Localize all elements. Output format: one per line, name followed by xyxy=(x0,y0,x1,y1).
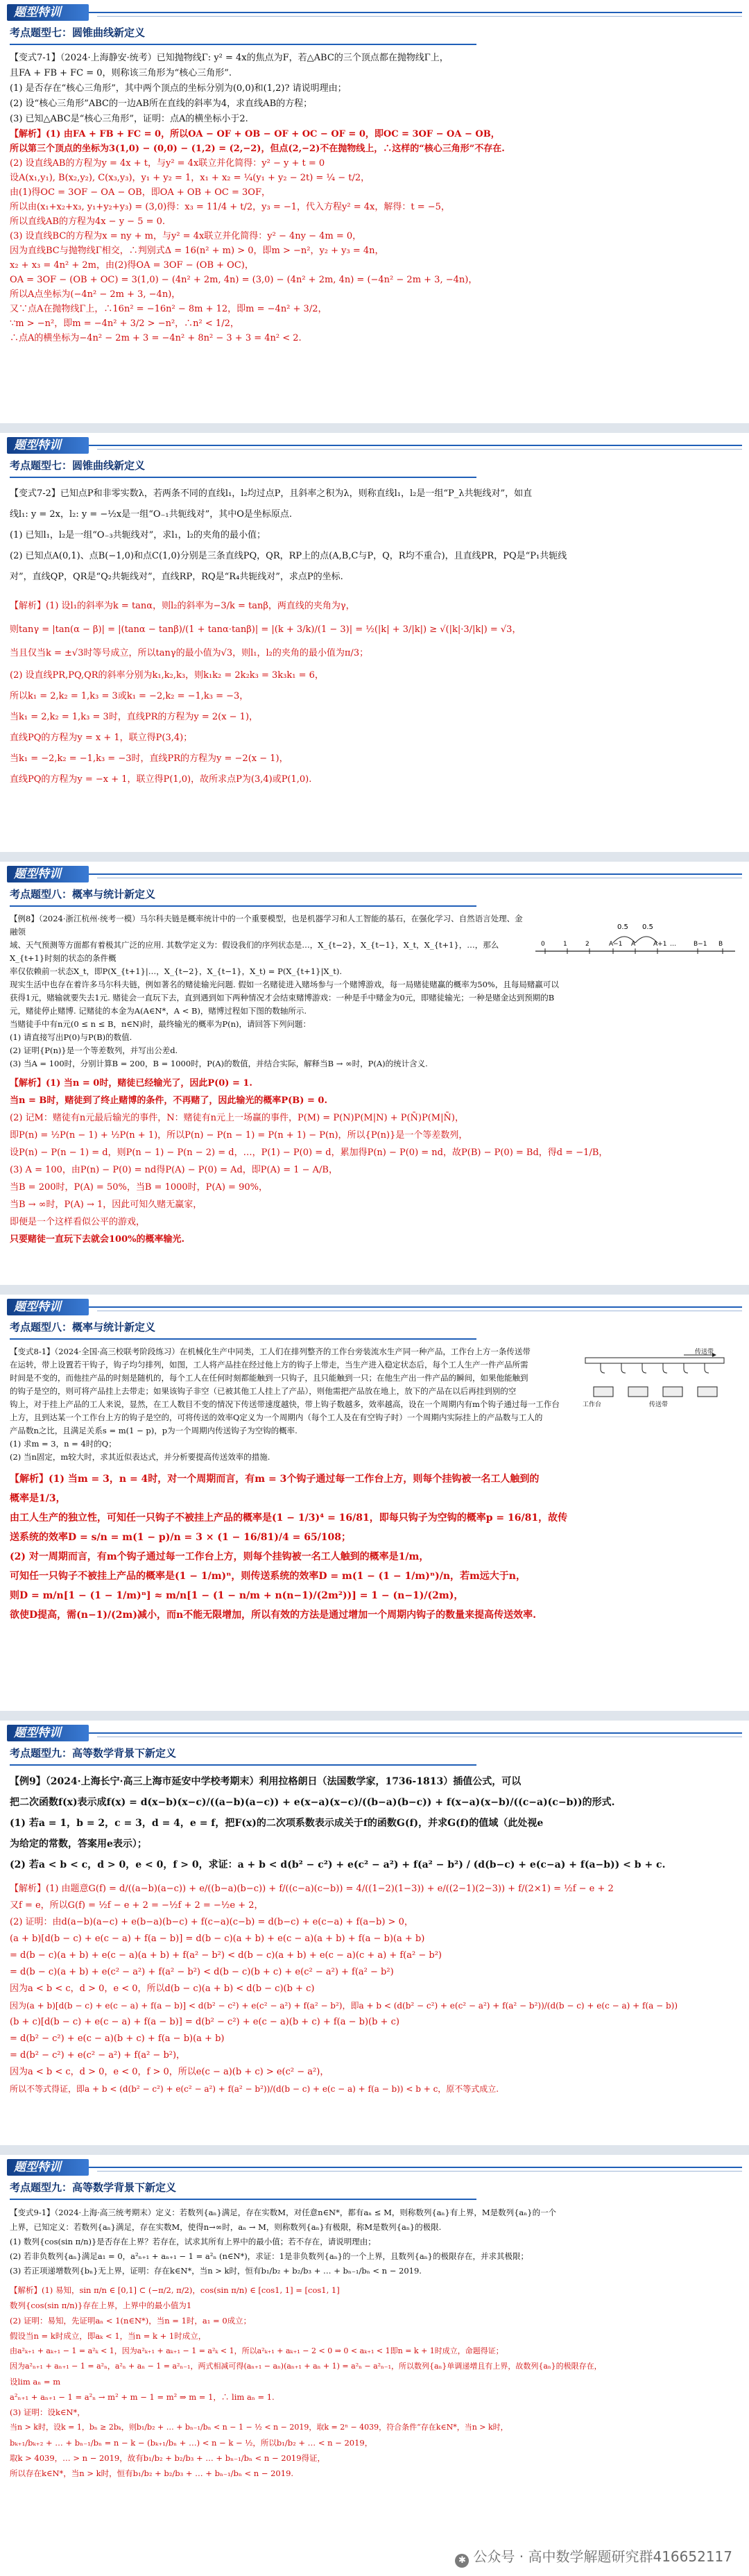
solution-line: ∴点A的横坐标为−4n² − 2m + 3 = −4n² + 8n² − 3 + 3 = 4n² < 2. xyxy=(10,333,302,343)
topic-heading: 考点题型八：概率与统计新定义 xyxy=(10,1321,156,1333)
axis-tick-label: B−1 xyxy=(694,941,707,948)
axis-tick-label: A−1 xyxy=(609,941,623,948)
banner-rule xyxy=(89,445,742,446)
axis-prob-label: 0.5 xyxy=(642,923,653,931)
solution-line: 直线PQ的方程为y = x + 1，联立得P(3,4)； xyxy=(10,733,193,743)
solution-line: 送系统的效率D = s/n = m(1 − p)/n = 3 × (1 − 16/81)/4 = 65/108； xyxy=(10,1532,352,1543)
solution-line: 则D = m/n[1 − (1 − 1/m)ⁿ] ≈ m/n[1 − (1 − n/m + n(n−1)/(2m²))] = 1 − (n−1)/(2m)， xyxy=(10,1590,464,1601)
solution-line: 当k₁ = 2,k₂ = 1,k₃ = 3时，直线PR的方程为y = 2(x − 1)， xyxy=(10,712,259,722)
solution-line: (2) 证明：由d(a−b)(a−c) + e(b−a)(b−c) + f(c−a)(c−b) = d(b−c) + e(c−a) + f(a−b) > 0， xyxy=(10,1917,413,1927)
axis-tick-label: A xyxy=(631,941,636,948)
solution-block xyxy=(10,1881,739,2097)
solution-line: 又∵点A在抛物线Γ上，∴16n² = −16n² − 8m + 12，即m = −4n² + 3/2， xyxy=(10,304,327,314)
question-line: 现实生活中也存在着许多马尔科夫链，例如著名的赌徒输光问题. 假如一名赌徒进入赌场参与一个赌博游戏，每一局赌徒赌赢的概率为50%，且每局赌赢可以 xyxy=(10,980,559,989)
watermark xyxy=(448,2543,739,2570)
solution-line: 欲使D提高，需(n−1)/(2m)减小，而n不能无限增加，所以有效的方法是通过增加一个周期内钩子的数量来提高传送效率. xyxy=(10,1610,537,1621)
section-card-1 xyxy=(0,0,749,423)
solution-line: (2) 证明：易知，先证明aₙ < 1(n∈N*)，当n = 1时，a₁ = 0成立； xyxy=(10,2316,252,2326)
solution-line: 所以第三个顶点的坐标为3(1,0) − (0,0) − (1,2) = (2,−2)，但点(2,−2)不在抛物线上，∴这样的“核心三角形”不存在. xyxy=(10,144,505,154)
question-line: (1) 数列{cos(sin π/n)}是否存在上界？若存在，试求其所有上界中的最小值；若不存在，请说明理由； xyxy=(10,2237,376,2246)
question-line: 的钩子是空的，则可将产品挂上去带走；如果该钩子非空（已被其他工人挂上了产品），则他需把产品放在地上，放下的产品在以后再挂到别的空 xyxy=(10,1386,517,1396)
question-line: 元，赌徒停止赌博. 记赌徒的本金为A(A∈N*，A < B)，赌博过程如下图的数轴所示. xyxy=(10,1006,307,1016)
banner xyxy=(0,0,749,24)
banner xyxy=(0,433,749,457)
axis-tick-label: 0 xyxy=(541,941,545,948)
solution-line: 直线PQ的方程为y = −x + 1，联立得P(1,0)，故所求点P为(3,4)或P(1,0). xyxy=(10,774,312,785)
solution-line: 当k₁ = −2,k₂ = −1,k₃ = −3时，直线PR的方程为y = −2(x − 1)， xyxy=(10,753,289,764)
banner-rule xyxy=(89,873,742,875)
question-line: (1) 已知l₁，l₂是一组“O₋₃共轭线对”，求l₁，l₂的夹角的最小值； xyxy=(10,530,266,540)
question-block xyxy=(10,484,739,588)
question-line: 且FA + FB + FC = 0，则称该三角形为“核心三角形”. xyxy=(10,68,232,78)
question-line: 【变式9-1】（2024·上海·高三统考期末）定义：若数列{aₙ}满足，存在实数M，对任意n∈N*，都有aₙ ≤ M，则称数列{aₙ}有上界，M是数列{aₙ}的一个 xyxy=(10,2208,557,2217)
question-line: 【变式7-1】（2024·上海静安·统考）已知抛物线Γ: y² = 4x的焦点为F，若△ABC的三个顶点都在抛物线Γ上， xyxy=(10,53,449,63)
question-line: 【变式7-2】已知点P和非零实数λ，若两条不同的直线l₁，l₂均过点P，且斜率之积为λ，则称直线l₁，l₂是一组“P_λ共轭线对”，如直 xyxy=(10,488,533,499)
axis-prob-label: 0.5 xyxy=(617,923,628,931)
solution-line: 设A(x₁,y₁), B(x₂,y₂), C(x₃,y₃)，y₁ + y₂ = 1，x₁ + x₂ = ¼(y₁ + y₂ − 2t) = ¼ − t/2， xyxy=(10,173,370,183)
solution-line: 由工人生产的独立性，可知任一只钩子不被挂上产品的概率是(1 − 1/3)⁴ = 16/81，即每只钩子为空钩的概率p = 16/81，故传 xyxy=(10,1512,568,1524)
question-line: 【例9】（2024·上海长宁·高三上海市延安中学校考期末）利用拉格朗日（法国数学家，1736-1813）插值公式，可以 xyxy=(10,1776,522,1787)
banner xyxy=(0,862,749,885)
banner-rule xyxy=(89,2167,742,2168)
solution-line: 由a²ₖ₊₁ + aₖ₊₁ − 1 = a²ₖ < 1，因为a²ₖ₊₁ + aₖ₊₁ − 1 = a²ₖ < 1，所以a²ₖ₊₁ + aₖ₊₁ − 2 < 0 ⇒ 0 < aₖ₊₁ < 1即n = k + 1时成立，命题得证； xyxy=(10,2346,503,2355)
solution-block xyxy=(10,1469,739,1625)
solution-line: 即P(n) = ½P(n − 1) + ½P(n + 1)，所以P(n) − P(n − 1) = P(n + 1) − P(n)，所以{P(n)}是一个等差数列， xyxy=(10,1130,468,1141)
question-line: 线l₁: y = 2x，l₂: y = −½x是一组“O₋₁共轭线对”，其中O是坐标原点. xyxy=(10,509,293,520)
solution-line: 当n > k时，设k = 1，bₙ ≥ 2bₖ，则b₁/b₂ + … + bₙ₋₁/bₙ < n − 1 − ½ < n − 2019，取k = 2ⁿ − 4039，符合条件“存在k∈N*，当n > k时， xyxy=(10,2423,508,2432)
banner-tag: 题型特训 xyxy=(7,1299,89,1315)
axis-ticks xyxy=(541,941,723,954)
solution-line: 【解析】(1) 设l₁的斜率为k = tanα，则l₂的斜率为−3/k = tanβ，两直线的夹角为γ， xyxy=(10,601,355,611)
topic-heading: 考点题型九：高等数学背景下新定义 xyxy=(10,2181,177,2194)
section-card-3 xyxy=(0,862,749,1285)
solution-line: 所以直线AB的方程为4x − y − 5 = 0. xyxy=(10,216,166,227)
question-line: (1) 请直接写出P(0)与P(B)的数值. xyxy=(10,1032,132,1042)
solution-line: 因为a < b < c，d > 0，e < 0，所以d(b − c)(a + b) < d(b − c)(b + c) xyxy=(10,1984,315,1994)
solution-line: ∵m > −n²，即m = −4n² + 3/2 > −n²，∴n² < 1/2， xyxy=(10,318,239,329)
solution-line: 所以A点坐标为(−4n² − 2m + 3, −4n)， xyxy=(10,289,181,300)
watermark-text: 公众号 · 高中数学解题研究群416652117 xyxy=(473,2548,732,2565)
question-line: 上方，且到达某一个工作台上方的钩子是空的，可将传送的效率Q定义为一个周期内（每个工人及在有空钩子时）一个周期内实际挂上的产品数与工人的 xyxy=(10,1413,543,1422)
banner-tag: 题型特训 xyxy=(7,1725,89,1741)
question-line: (2) 若a < b < c，d > 0，e < 0，f > 0，求证：a + b < d(b² − c²) + e(c² − a²) + f(a² − b²) / (d(b−c) + e(c−a) + f(a−b)) < b + c. xyxy=(10,1859,666,1870)
question-line: (2) 已知点A(0,1)、点B(−1,0)和点C(1,0)分别是三条直线PQ，QR，RP上的点(A,B,C与P，Q，R均不重合)，且直线PR，PQ是“P₁共轭线 xyxy=(10,551,567,561)
solution-line: 【解析】(1) 当m = 3，n = 4时，对一个周期而言，有m = 3个钩子通过每一工作台上方，则每个挂钩被一名工人触到的 xyxy=(10,1474,540,1485)
axis-tick-label: 1 xyxy=(563,941,567,948)
solution-line: 当且仅当k = ±√3时等号成立，所以tanγ的最小值为√3，则l₁，l₂的夹角的最小值为π/3； xyxy=(10,648,369,658)
solution-line: 【解析】(1) 由FA + FB + FC = 0，所以OA − OF + OB − OF + OC − OF = 0，即OC = 3OF − OA − OB， xyxy=(10,129,500,139)
question-line: 当赌徒手中有n元(0 ≤ n ≤ B，n∈N)时，最终输光的概率为P(n)，请回答下列问题： xyxy=(10,1019,311,1029)
solution-line: 【解析】(1) 易知，sin π/n ∈ [0,1] ⊂ (−π/2, π/2)，cos(sin π/n) ∈ [cos1, 1] = [cos1, 1] xyxy=(10,2285,340,2295)
solution-block xyxy=(10,595,739,790)
solution-line: 所以存在k∈N*，当n > k时，恒有b₁/b₂ + b₂/b₃ + … + bₙ₋₁/bₙ < n − 2019. xyxy=(10,2468,294,2478)
solution-line: (a + b)[d(b − c) + e(c − a) + f(a − b)] = d(b − c)(a + b) + e(c − a)(a + b) + f(a − b)(a + b) xyxy=(10,1934,425,1944)
banner-rule-thin xyxy=(97,16,742,17)
banner-rule xyxy=(89,1732,742,1734)
solution-line: (2) 记M：赌徒有n元最后输光的事件，N：赌徒有n元上一场赢的事件，P(M) = P(N)P(M|N) + P(N̄)P(M|N̄)， xyxy=(10,1113,464,1123)
solution-line: 当B = 200时，P(A) = 50%，当B = 1000时，P(A) = 90%， xyxy=(10,1182,268,1193)
solution-line: (3) 设直线BC的方程为x = ny + m，与y² = 4x联立并化简得：y² − 4ny − 4m = 0， xyxy=(10,231,362,241)
section-card-5 xyxy=(0,1721,749,2145)
solution-line: 即便是一个这样看似公平的游戏， xyxy=(10,1217,146,1227)
question-line: (2) 证明{P(n)}是一个等差数列，并写出公差d. xyxy=(10,1046,178,1055)
solution-line: 数列{cos(sin π/n)}存在上界，上界中的最小值为1 xyxy=(10,2301,192,2310)
question-line: 为给定的常数，答案用e表示）； xyxy=(10,1839,147,1850)
solution-line: 当B → ∞时，P(A) → 1，因此可知久赌无赢家， xyxy=(10,1200,203,1210)
solution-line: 只要赌徒一直玩下去就会100%的概率输光. xyxy=(10,1234,185,1245)
solution-line: 概率是1/3， xyxy=(10,1493,66,1504)
solution-line: = d(b − c)(a + b) + e(c − a)(a + b) + f(a² − b²) < d(b − c)(a + b) + e(c − a)(c + a) + f(a² − b²) xyxy=(10,1950,442,1961)
topic-underline xyxy=(10,1338,476,1340)
solution-line: x₂ + x₃ = 4n² + 2m，由(2)得OA = 3OF − (OB + OC)， xyxy=(10,260,254,271)
gambler-number-line xyxy=(531,915,739,964)
wechat-icon: ✱ xyxy=(455,2554,469,2568)
solution-line: 所以由(x₁+x₂+x₃, y₁+y₂+y₃) = (3,0)得：x₃ = 11/4 + t/2，y₃ = −1，代入方程y² = 4x，解得：t = −5， xyxy=(10,202,450,212)
question-line: 时间是不变的，而他挂产品的时刻是随机的，每个工人在任何时刻都能触到一只钩子，且只能触到一只；在他生产出一件产品的瞬间，如果他能触到 xyxy=(10,1373,528,1383)
solution-block xyxy=(10,127,739,346)
question-line: (1) 若a = 1，b = 2，c = 3，d = 4，e = f，把F(x)的二次项系数表示成关于f的函数G(f)，并求G(f)的值域（此处视e xyxy=(10,1818,544,1829)
banner-rule xyxy=(89,12,742,13)
solution-line: = d(b − c)(a + b) + e(c² − a²) + f(a² − b²) < d(b − c)(b + c) + e(c² − a²) + f(a² − b²) xyxy=(10,1967,394,1977)
banner-rule-thin xyxy=(97,2171,742,2172)
solution-line: 设P(n) − P(n − 1) = d，则P(n − 1) − P(n − 2) = d，…，P(1) − P(0) = d，累加得P(n) − P(0) = nd，故P(B) − P(0) = Bd，得d = −1/B， xyxy=(10,1148,608,1158)
banner xyxy=(0,1721,749,1744)
question-line: 获得1元，赌输就要失去1元. 赌徒会一直玩下去，直到遇到如下两种情况才会结束赌博游戏：一种是手中赌金为0元，即赌徒输光；一种是赌金达到预期的B xyxy=(10,993,555,1003)
banner-tag: 题型特训 xyxy=(7,2159,89,2176)
banner-tag: 题型特训 xyxy=(7,437,89,454)
banner xyxy=(0,2155,749,2178)
section-card-4 xyxy=(0,1295,749,1711)
banner-tag: 题型特训 xyxy=(7,866,89,882)
figure-caption: 传送带 xyxy=(649,1401,669,1408)
solution-line: 由(1)得OC = 3OF − OA − OB，即OA + OB + OC = 3OF， xyxy=(10,187,270,198)
topic-heading: 考点题型八：概率与统计新定义 xyxy=(10,888,156,901)
banner xyxy=(0,1295,749,1318)
question-line: (1) 是否存在“核心三角形”，其中两个顶点的坐标分别为(0,0)和(1,2)? 请说明理由； xyxy=(10,83,347,94)
topic-heading: 考点题型七：圆锥曲线新定义 xyxy=(10,26,146,39)
question-line: 钩上，对于挂上产品的工人来说，显然，在工人数目不变的情况下传送带速度越快，带上钩子数越多，效率越高，设在一个周期内有m个钩子通过每一工作台 xyxy=(10,1399,560,1409)
topic-underline xyxy=(10,905,476,907)
topic-underline xyxy=(10,44,476,45)
question-line: 上界，已知定义：若数列{aₙ}满足，存在实数M，使得n→∞时，aₙ → M，则称数列{aₙ}有极限，称M是数列{aₙ}的极限. xyxy=(10,2222,442,2232)
question-line: (1) 求m = 3，n = 4时的Q； xyxy=(10,1439,117,1449)
solution-block xyxy=(10,1075,739,1248)
axis-tick-label: A+1 xyxy=(653,941,667,948)
solution-line: 当n = B时，赌徒到了终止赌博的条件，不再赌了，因此输光的概率P(B) = 0. xyxy=(10,1095,327,1106)
solution-line: 【解析】(1) 当n = 0时，赌徒已经输光了，因此P(0) = 1. xyxy=(10,1078,252,1089)
solution-line: 取k > 4039，… > n − 2019，故有b₁/b₂ + b₂/b₃ + … + bₙ₋₁/bₙ < n − 2019得证， xyxy=(10,2453,326,2463)
question-line: 域、天气预测等方面都有着极其广泛的应用. 其数学定义为：假设我们的序列状态是…，X_{t−2}，X_{t−1}，X_t，X_{t+1}，…，那么X_{t+1}时刻的状态的条件概 xyxy=(10,940,499,963)
question-line: (2) 设“核心三角形”ABC的一边AB所在直线的斜率为4，求直线AB的方程； xyxy=(10,99,313,109)
solution-block xyxy=(10,2283,739,2481)
solution-line: (3) 证明：设k∈N*， xyxy=(10,2407,85,2417)
solution-line: = d(b² − c²) + e(c − a)(b + c) + f(a − b)(a + b) xyxy=(10,2033,225,2044)
question-line: 率仅依赖前一状态X_t，即P(X_{t+1}|…，X_{t−2}，X_{t−1}，X_t) = P(X_{t+1}|X_t). xyxy=(10,966,343,976)
solution-line: 因为a²ₙ₊₁ + aₙ₊₁ − 1 = a²ₙ，a²ₙ + aₙ − 1 = a²ₙ₋₁，两式相减可得(aₙ₊₁ − aₙ)(aₙ₊₁ + aₙ + 1) = a²ₙ − a²ₙ₋₁，所以数列{aₙ}单调递增且有上界，故数列{aₙ}的极限存在， xyxy=(10,2362,602,2371)
question-line: 产品数n之比，且满足关系s = m(1 − p)，p为一个周期内传送钩子为空钩的概率. xyxy=(10,1426,298,1435)
question-line: (3) 当A = 100时，分别计算B = 200，B = 1000时，P(A)的数值，并结合实际，解释当B → ∞时，P(A)的统计含义. xyxy=(10,1059,428,1068)
banner-rule xyxy=(89,1306,742,1308)
solution-line: (2) 设直线AB的方程为y = 4x + t，与y² = 4x联立并化简得：y² − y + t = 0 xyxy=(10,158,325,169)
solution-line: 又f = e，所以G(f) = ½f − e + 2 = −½f + 2 = −½e + 2， xyxy=(10,1900,264,1911)
topic-underline xyxy=(10,1764,476,1766)
topic-underline xyxy=(10,477,476,478)
question-line: (2) 若非负数列{aₙ}满足a₁ = 0，a²ₙ₊₁ + aₙ₊₁ − 1 = a²ₙ (n∈N*)，求证：1是非负数列{aₙ}的一个上界，且数列{aₙ}的极限存在，并求其极限； xyxy=(10,2251,528,2261)
solution-line: 设lim aₙ = m xyxy=(10,2377,61,2387)
axis-tick-label: B xyxy=(718,941,723,948)
solution-line: (b + c)[d(b − c) + e(c − a) + f(a − b)] = d(b² − c²) + e(c − a)(b + c) + f(a − b)(b + c) xyxy=(10,2017,399,2027)
solution-line: (2) 设直线PR,PQ,QR的斜率分别为k₁,k₂,k₃，则k₁k₂ = 2k₂k₃ = 3k₃k₁ = 6， xyxy=(10,670,324,681)
question-line: 把二次函数f(x)表示成f(x) = d(x−b)(x−c)/((a−b)(a−c)) + e(x−a)(x−c)/((b−a)(b−c)) + f(x−a)(x−b)/((c−a)(c−b))的形式. xyxy=(10,1797,615,1808)
axis-ellipsis: … xyxy=(670,941,676,948)
solution-line: 【解析】(1) 由题意G(f) = d/((a−b)(a−c)) + e/((b−a)(b−c)) + f/((c−a)(c−b)) = 4/((1−2)(1−3)) + e/((2−1)(2−3)) + f/(2×1) = ½f − e + 2 xyxy=(10,1884,614,1894)
question-line: 对”，直线QP，QR是“Q₂共轭线对”，直线RP，RQ是“R₄共轭线对”，求点P的坐标. xyxy=(10,572,343,582)
solution-line: 因为直线BC与抛物线Γ相交，∴判别式Δ = 16(n² + m) > 0，即m > −n²，y₂ + y₃ = 4n， xyxy=(10,246,384,256)
question-line: (2) 当n固定，m较大时，求其近似表达式，并分析要提高传送效率的措施. xyxy=(10,1452,270,1462)
question-line: 在运转，带上设置若干钩子，钩子均匀排列，如图，工人将产品挂在经过他上方的钩子上带走，当生产进入稳定状态后，每个工人生产一件产品所需 xyxy=(10,1360,528,1370)
question-line: 【例8】（2024·浙江杭州·统考一模）马尔科夫链是概率统计中的一个重要模型，也是机器学习和人工智能的基石，在强化学习、自然语言处理、金融领 xyxy=(10,914,523,937)
question-block xyxy=(10,1771,739,1875)
banner-tag: 题型特训 xyxy=(7,4,89,21)
section-card-6 xyxy=(0,2155,749,2576)
topic-heading: 考点题型九：高等数学背景下新定义 xyxy=(10,1747,177,1759)
figure-belt-label: 传送带 xyxy=(695,1349,714,1356)
solution-line: = d(b² − c²) + e(c² − a²) + f(a² − b²)， xyxy=(10,2050,186,2061)
solution-line: 可知任一只钩子不被挂上产品的概率是(1 − 1/m)ⁿ，则传送系统的效率D = m(1 − (1 − 1/m)ⁿ)/n，若m远大于n， xyxy=(10,1571,526,1582)
solution-line: bₖ₊₁/bₖ₊₂ + … + bₙ₋₁/bₙ = n − k − (bₖ₊₁/bₙ + …) < n − k − ½，所以b₁/b₂ + … < n − 2019， xyxy=(10,2438,373,2448)
axis-tick-label: 2 xyxy=(585,941,589,948)
solution-line: (2) 对一周期而言，有m个钩子通过每一工作台上方，则每个挂钩被一名工人触到的概率是1/m， xyxy=(10,1551,429,1562)
question-block xyxy=(10,51,739,127)
question-block xyxy=(10,2206,739,2278)
question-line: (3) 已知△ABC是“核心三角形”，证明：点A的横坐标小于2. xyxy=(10,114,248,124)
solution-line: 因为a < b < c，d > 0，e < 0，f > 0，所以e(c − a)(b + c) > e(c² − a²)， xyxy=(10,2067,329,2077)
solution-line: 则tanγ = |tan(α − β)| = |(tanα − tanβ)/(1 + tanα·tanβ)| = |(k + 3/k)/(1 − 3)| = ½(|k| + 3/|k|) ≥ √(|k|·3/|k|) = √3， xyxy=(10,624,522,635)
section-card-2 xyxy=(0,433,749,852)
topic-heading: 考点题型七：圆锥曲线新定义 xyxy=(10,459,146,472)
solution-line: 假设当n = k时成立，即aₖ < 1，当n = k + 1时成立， xyxy=(10,2331,207,2341)
solution-line: (3) A = 100，由P(n) − P(0) = nd得P(A) − P(0) = Ad，即P(A) = 1 − A/B， xyxy=(10,1165,338,1175)
solution-line: 因为(a + b)[d(b − c) + e(c − a) + f(a − b)] < d(b² − c²) + e(c² − a²) + f(a² − b²)，即a + b < (d(b² − c²) + e(c² − a²) + f(a² − b²))/(d(b − c) + e(c − a) + f(a − b)) xyxy=(10,2001,678,2011)
solution-line: 所以不等式得证，即a + b < (d(b² − c²) + e(c² − a²) + f(a² − b²))/(d(b − c) + e(c − a) + f(a − b)) < b + c，原不等式成立. xyxy=(10,2084,499,2094)
solution-line: OA = 3OF − (OB + OC) = 3(1,0) − (4n² + 2m, 4n) = (3,0) − (4n² + 2m, 4n) = (−4n² − 2m + 3, −4n)， xyxy=(10,275,478,285)
question-line: 【变式8-1】（2024·全国·高三校联考阶段练习）在机械化生产中同类，工人们在排列整齐的工作台旁装流水生产同一种产品，工作台上方一条传送带 xyxy=(10,1347,531,1356)
solution-line: 所以k₁ = 2,k₂ = 1,k₃ = 3或k₁ = −2,k₂ = −1,k₃ = −3， xyxy=(10,691,249,701)
banner-rule-thin xyxy=(97,449,742,450)
conveyor-figure xyxy=(580,1348,739,1410)
topic-underline xyxy=(10,2199,476,2200)
question-line: (3) 若正项递增数列{bₙ}无上界，证明：存在k∈N*，当n > k时，恒有b₁/b₂ + b₂/b₃ + … + bₙ₋₁/bₙ < n − 2019. xyxy=(10,2266,422,2276)
solution-line: a²ₙ₊₁ + aₙ₊₁ − 1 = a²ₙ → m² + m − 1 = m² ⇒ m = 1，∴ lim aₙ = 1. xyxy=(10,2392,275,2402)
figure-workbench-label: 工作台 xyxy=(583,1401,602,1408)
